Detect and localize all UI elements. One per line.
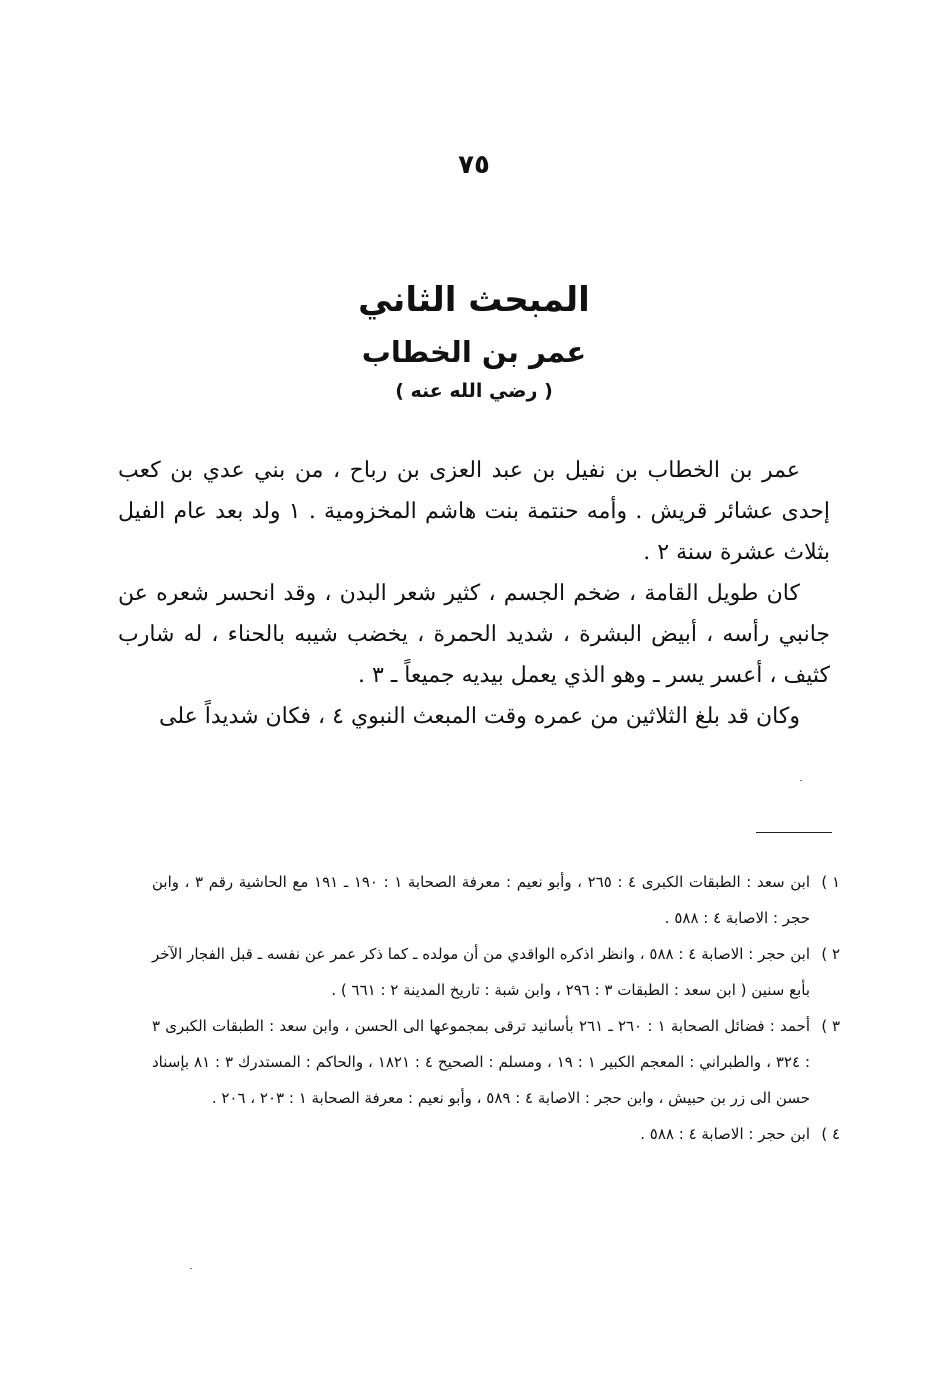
paragraph: عمر بن الخطاب بن نفيل بن عبد العزى بن رباح ، من بني عدي بن كعب إحدى عشائر قريش . وأمه حنتمة بنت هاشم المخزومية . ١ ولد بعد عام الفيل بثلاث عشرة سنة ٢ . [118,458,831,565]
footnote-text: ابن حجر : الاصابة ٤ : ٥٨٨ . [640,1125,810,1143]
paragraph: وكان قد بلغ الثلاثين من عمره وقت المبعث النبوي ٤ ، فكان شديداً على [159,704,800,729]
footnote-text: ابن حجر : الاصابة ٤ : ٥٨٨ ، وانظر اذكره الواقدي من أن مولده ـ كما ذكر عمر عن نفسه ـ قبل الفجار الآخر بأبع سنين ( ابن سعد : الطبقات ٣ : ٢٩٦ ، وابن شبة : تاريخ المدينة ٢ : ٦٦١ ) . [152,945,810,999]
footnote-number: ٤ ) [821,1125,840,1143]
footnote-number: ١ ) [821,873,840,891]
footnote-number: ٣ ) [821,1017,840,1035]
footnote [152,936,840,1008]
section-title: المبحث الثاني [358,280,590,320]
page-number: ٧٥ [458,150,490,180]
footnote-number: ٢ ) [821,945,840,963]
footnote-text: أحمد : فضائل الصحابة ١ : ٢٦٠ ـ ٢٦١ بأسانيد ترقى بمجموعها الى الحسن ، وابن سعد : الطبقات الكبرى ٣ : ٣٢٤ ، والطبراني : المعجم الكبير ١ : ١٩ ، ومسلم : الصحيح ٤ : ١٨٢١ ، والحاكم : المستدرك ٣ : ٨١ بإسناد حسن الى زر بن حبيش ، وابن حجر : الاصابة ٤ : ٥٨٩ ، وأبو نعيم : معرفة الصحابة ١ : ٢٠٣ ، ٢٠٦ . [152,1017,811,1107]
footnote [152,1116,840,1152]
paragraph: كان طويل القامة ، ضخم الجسم ، كثير شعر البدن ، وقد انحسر شعره عن جانبي رأسه ، أبيض البشرة ، شديد الحمرة ، يخضب شيبه بالحناء ، له شارب كثيف ، أعسر يسر ـ وهو الذي يعمل بيديه جميعاً ـ ٣ . [118,581,830,688]
footnote [152,1008,840,1116]
scan-speck [190,1268,192,1269]
footnote-separator [756,832,832,833]
main-text [118,450,830,737]
footnote-text: ابن سعد : الطبقات الكبرى ٤ : ٢٦٥ ، وأبو نعيم : معرفة الصحابة ١ : ١٩٠ ـ ١٩١ مع الحاشية رقم ٣ ، وابن حجر : الاصابة ٤ : ٥٨٨ . [152,873,810,927]
footnotes [152,864,840,1152]
honorific: ( رضي الله عنه ) [395,380,553,402]
footnote [152,864,840,936]
subject-name: عمر بن الخطاب [361,335,587,369]
scan-speck [800,780,802,781]
